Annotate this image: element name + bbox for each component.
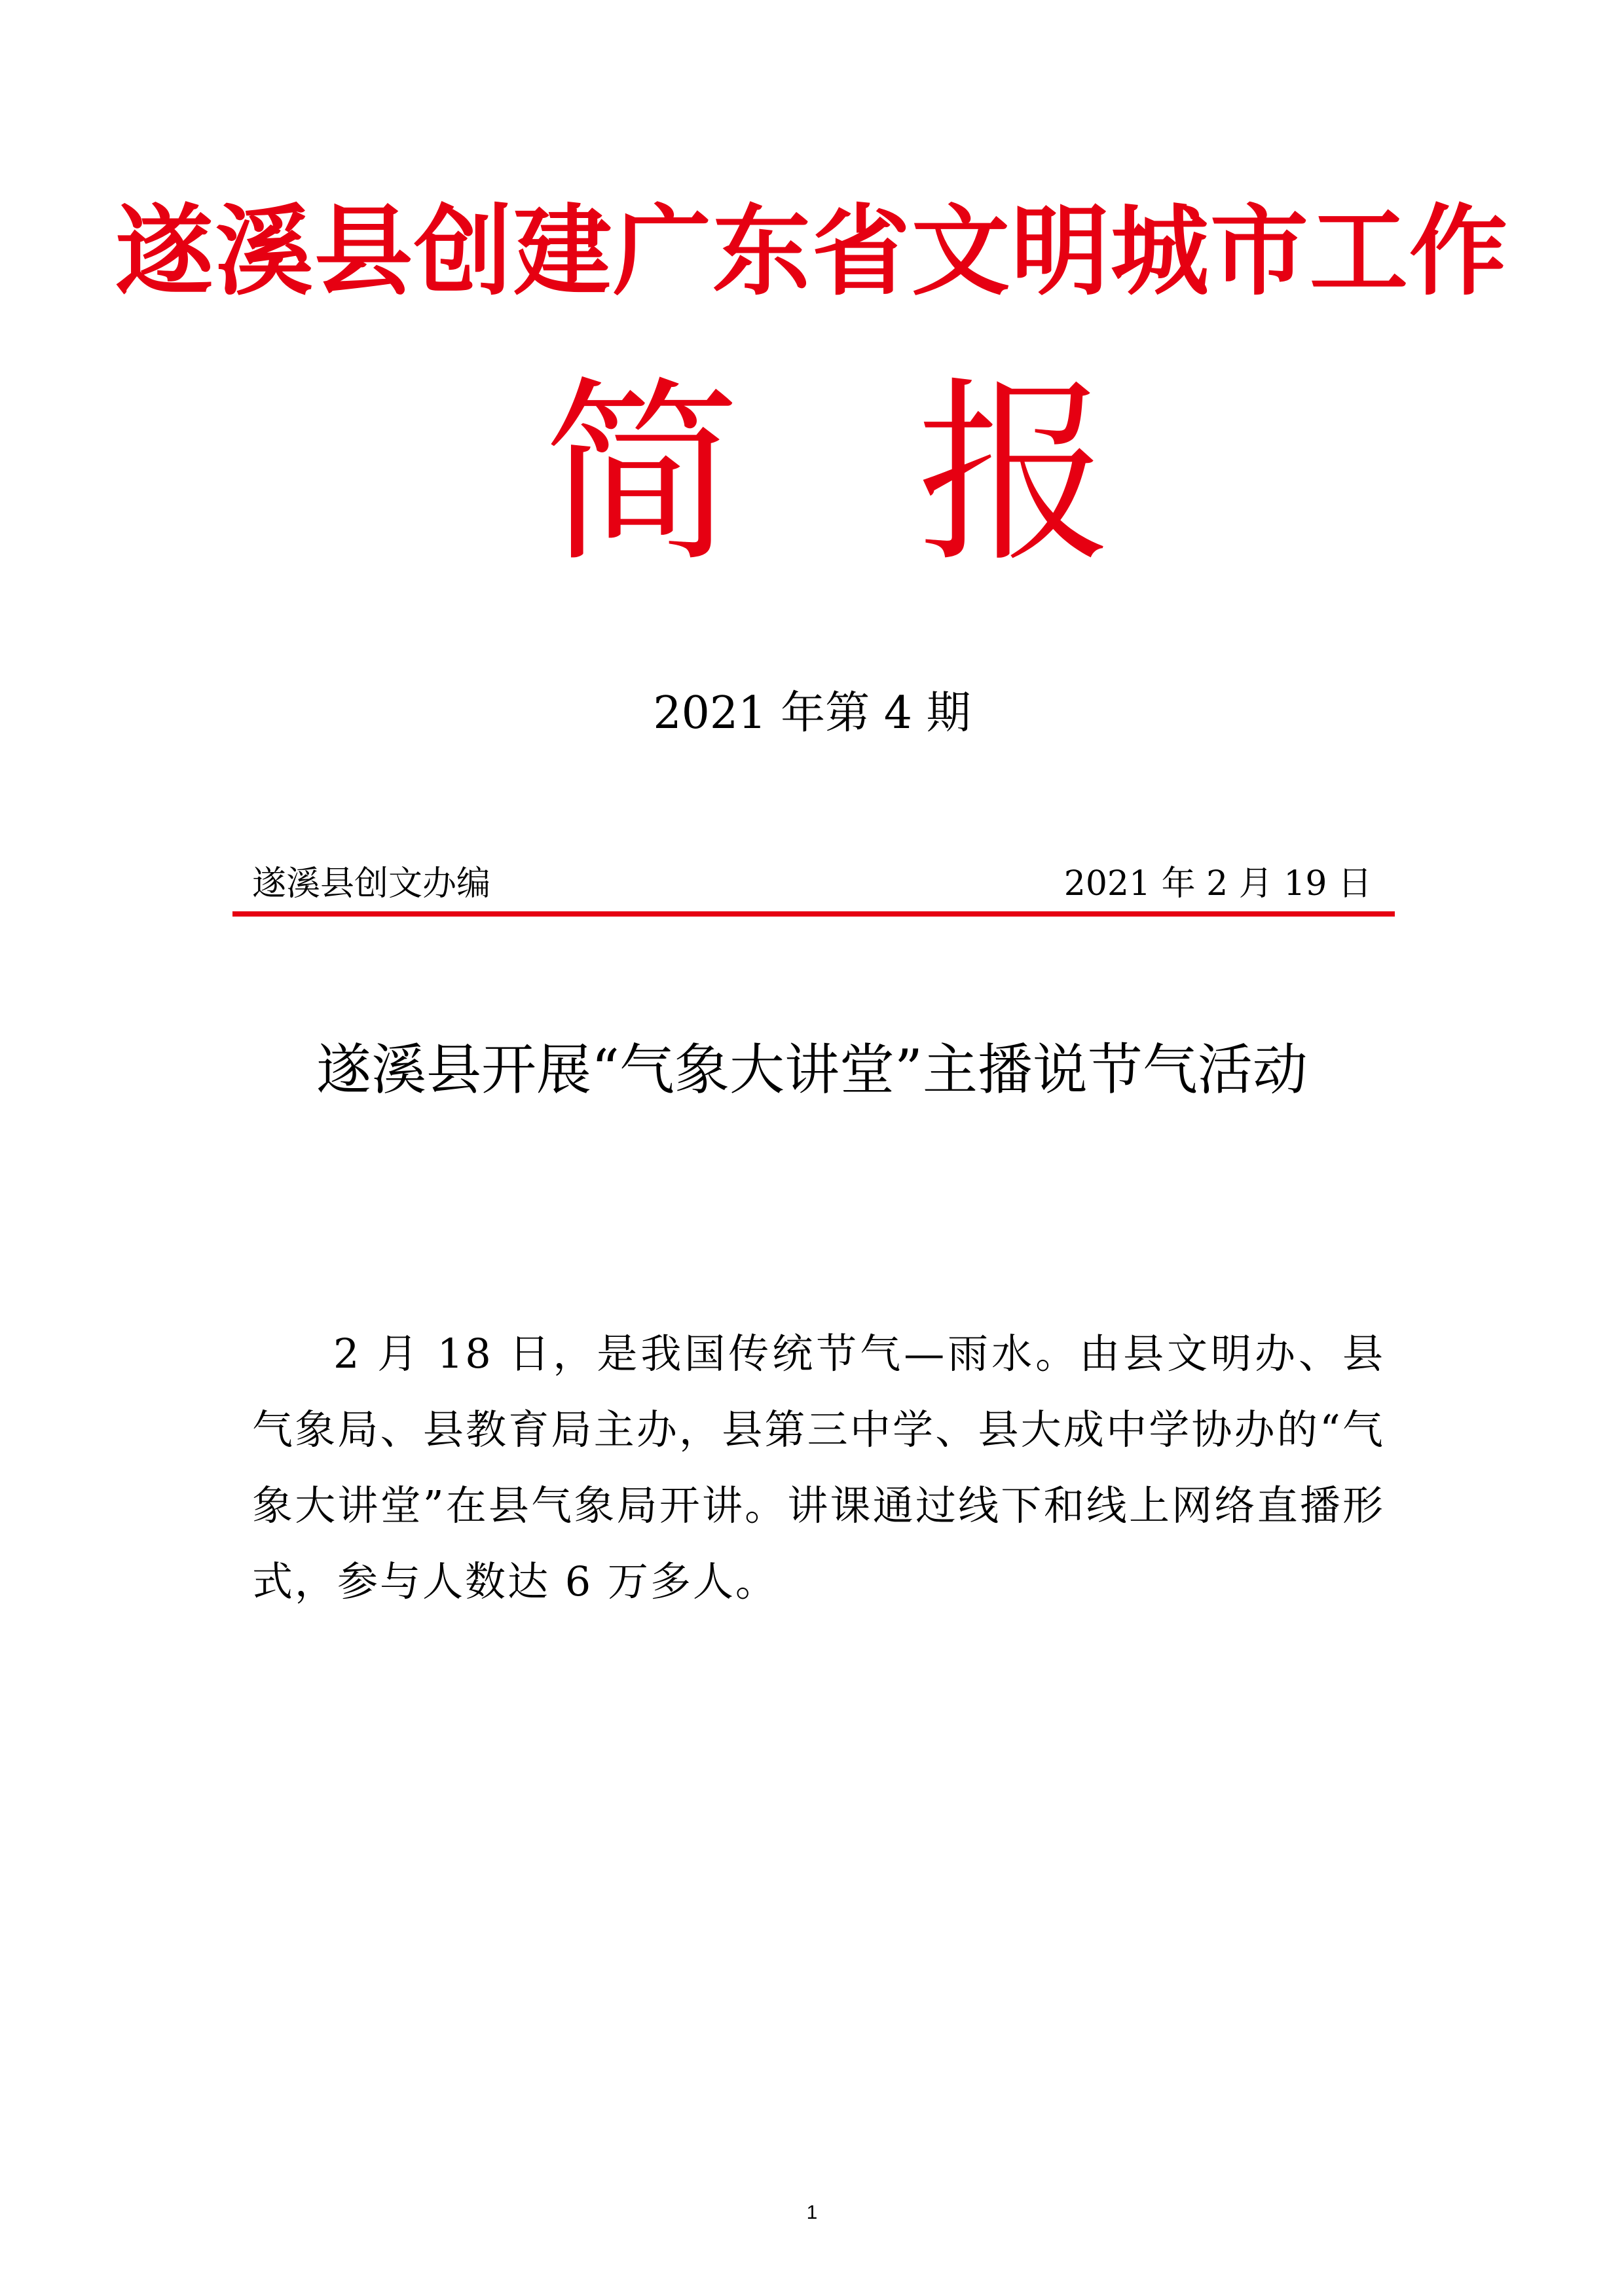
masthead-title: 遂溪县创建广东省文明城市工作 bbox=[115, 195, 1509, 309]
publish-date: 2021 年 2 月 19 日 bbox=[1063, 864, 1372, 903]
masthead-brief-char-2: 报 bbox=[917, 360, 1113, 589]
issue-year: 2021 bbox=[653, 687, 767, 739]
red-divider-rule bbox=[232, 911, 1395, 917]
article-title: 遂溪县开展“气象大讲堂”主播说节气活动 bbox=[316, 1038, 1308, 1102]
issue-line bbox=[0, 687, 1624, 740]
page-number: 1 bbox=[806, 2202, 818, 2223]
article-body: 2 月 18 日，是我国传统节气—雨水。由县文明办、县气象局、县教育局主办，县第三中学、县大成中学协办的“气象大讲堂”在县气象局开讲。讲课通过线下和线上网络直播形式，参与人数达 6 万多人。 bbox=[252, 1330, 1385, 1605]
editor-label: 遂溪县创文办编 bbox=[252, 864, 491, 903]
masthead-brief-char-1: 简 bbox=[544, 360, 740, 589]
editor-date-row bbox=[252, 864, 1372, 903]
issue-year-suffix: 年第 bbox=[781, 687, 870, 739]
issue-number: 4 bbox=[883, 687, 912, 739]
issue-number-suffix: 期 bbox=[926, 687, 971, 739]
